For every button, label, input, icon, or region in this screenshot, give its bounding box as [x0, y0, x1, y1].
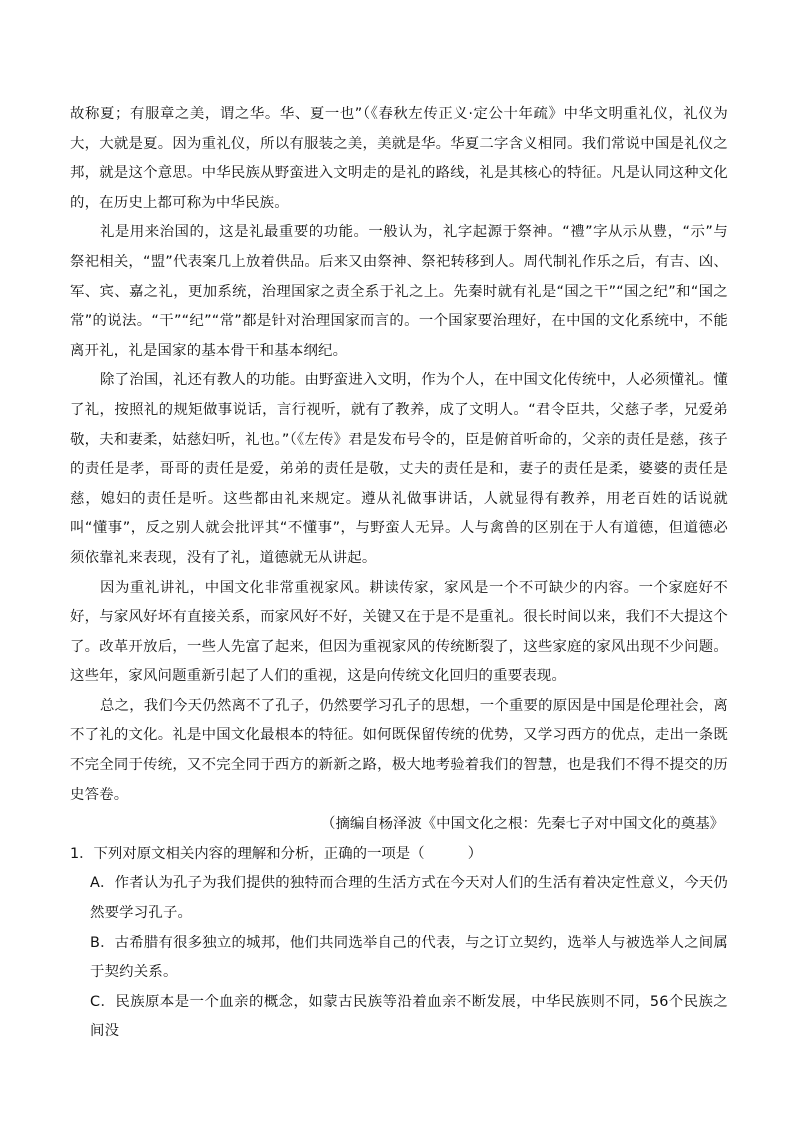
passage-paragraph-5: 总之，我们今天仍然离不了孔子，仍然要学习孔子的思想，一个重要的原因是中国是伦理社会，离不了礼的文化。礼是中国文化最根本的特征。如何既保留传统的优势，又学习西方的优点，走出一条既不完全同于传统，又不完全同于西方的新新之路，极大地考验着我们的智慧，也是我们不得不提交的历史答卷。 [70, 697, 728, 803]
option-b: B．古希腊有很多独立的城邦，他们共同选举自己的代表，与之订立契约，选举人与被选举人之间属于契约关系。 [90, 934, 728, 981]
question-stem: 1．下列对原文相关内容的理解和分析，正确的一项是（ ） [70, 845, 483, 862]
passage-source: （摘编自杨泽波《中国文化之根：先秦七子对中国文化的奠基》 [321, 816, 724, 833]
document-page [70, 100, 728, 1047]
passage-paragraph-3: 除了治国，礼还有教人的功能。由野蛮进入文明，作为个人，在中国文化传统中，人必须懂礼。懂了礼，按照礼的规矩做事说话，言行视听，就有了教养，成了文明人。“君令臣共，父慈子孝，兄爱弟敬，夫和妻柔，姑慈妇听，礼也。”（《左传》君是发布号令的，臣是俯首听命的，父亲的责任是慈，孩子的责任是孝，哥哥的责任是爱，弟弟的责任是敬，丈夫的责任是和，妻子的责任是柔，婆婆的责任是慈，媳妇的责任是听。这些都由礼来规定。遵从礼做事讲话，人就显得有教养，用老百姓的话说就叫“懂事”，反之别人就会批评其“不懂事”，与野蛮人无异。人与禽兽的区别在于人有道德，但道德必须依靠礼来表现，没有了礼，道德就无从讲起。 [70, 372, 728, 566]
passage-paragraph-1: 故称夏；有服章之美，谓之华。华、夏一也”（《春秋左传正义·定公十年疏》中华文明重礼仪，礼仪为大，大就是夏。因为重礼仪，所以有服装之美，美就是华。华夏二字含义相同。我们常说中国是礼仪之邦，就是这个意思。中华民族从野蛮进入文明走的是礼的路线，礼是其核心的特征。凡是认同这种文化的，在历史上都可称为中华民族。 [70, 106, 728, 211]
option-a: A．作者认为孔子为我们提供的独特而合理的生活方式在今天对人们的生活有着决定性意义，今天仍然要学习孔子。 [90, 875, 728, 922]
question-1 [70, 840, 728, 1047]
passage-paragraph-4: 因为重礼讲礼，中国文化非常重视家风。耕读传家，家风是一个不可缺少的内容。一个家庭好不好，与家风好坏有直接关系，而家风好不好，关键又在于是不是重礼。很长时间以来，我们不大提这个了。改革开放后，一些人先富了起来，但因为重视家风的传统断裂了，这些家庭的家风出现不少问题。这些年，家风问题重新引起了人们的重视，这是向传统文化回归的重要表现。 [70, 579, 728, 685]
option-c: C．民族原本是一个血亲的概念，如蒙古民族等沿着血亲不断发展，中华民族则不同，56个民族之间没 [90, 993, 728, 1040]
passage-paragraph-2: 礼是用来治国的，这是礼最重要的功能。一般认为，礼字起源于祭神。“禮”字从示从豊，“示”与祭祀相关，“盟”代表案几上放着供品。后来又由祭神、祭祀转移到人。周代制礼作乐之后，有吉、凶、军、宾、嘉之礼，更加系统，治理国家之责全系于礼之上。先秦时就有礼是“国之干”“国之纪”和“国之常”的说法。“干”“纪”“常”都是针对治理国家而言的。一个国家要治理好，在中国的文化系统中，不能离开礼，礼是国家的基本骨干和基本纲纪。 [70, 224, 728, 359]
